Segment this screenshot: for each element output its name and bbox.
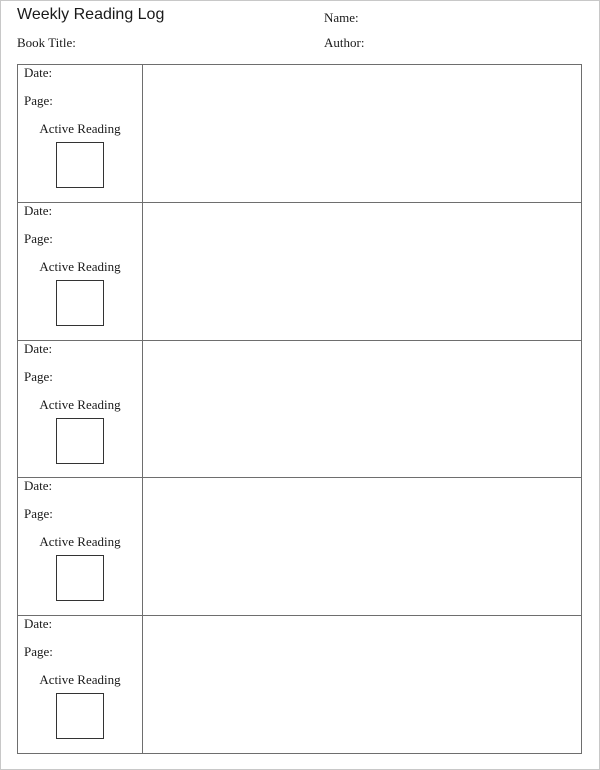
author-field-label: Author:	[324, 35, 365, 50]
log-entry-row	[18, 615, 581, 753]
entry-info-cell	[18, 616, 143, 753]
book-title-field-label: Book Title:	[17, 35, 76, 50]
notes-area[interactable]	[143, 616, 581, 753]
active-reading-checkbox[interactable]	[56, 418, 104, 464]
date-label: Date:	[24, 616, 53, 632]
log-entry-row	[18, 65, 581, 202]
log-entry-row	[18, 340, 581, 478]
entry-info-cell	[18, 341, 143, 478]
active-reading-label: Active Reading	[39, 396, 121, 412]
notes-area[interactable]	[143, 65, 581, 202]
active-reading-label: Active Reading	[39, 121, 121, 136]
active-reading-label: Active Reading	[39, 672, 121, 688]
page-label: Page:	[24, 368, 53, 384]
date-label: Date:	[24, 202, 53, 218]
page-label: Page:	[24, 644, 53, 660]
notes-area[interactable]	[143, 203, 581, 340]
date-label: Date:	[24, 478, 53, 494]
notes-area[interactable]	[143, 341, 581, 478]
entry-info-cell	[18, 65, 143, 202]
active-reading-checkbox[interactable]	[56, 693, 104, 739]
page-label: Page:	[24, 93, 53, 108]
name-field-label: Name:	[324, 10, 359, 25]
log-entry-row	[18, 477, 581, 615]
page-label: Page:	[24, 506, 53, 522]
date-label: Date:	[24, 340, 53, 356]
active-reading-label: Active Reading	[39, 258, 121, 274]
date-label: Date:	[24, 65, 53, 80]
page-label: Page:	[24, 230, 53, 246]
notes-area[interactable]	[143, 478, 581, 615]
active-reading-checkbox[interactable]	[56, 142, 104, 188]
log-entry-row	[18, 202, 581, 340]
reading-log-table	[17, 64, 582, 754]
active-reading-label: Active Reading	[39, 534, 121, 550]
active-reading-checkbox[interactable]	[56, 280, 104, 326]
page-title: Weekly Reading Log	[17, 6, 165, 23]
entry-info-cell	[18, 203, 143, 340]
active-reading-checkbox[interactable]	[56, 555, 104, 601]
entry-info-cell	[18, 478, 143, 615]
